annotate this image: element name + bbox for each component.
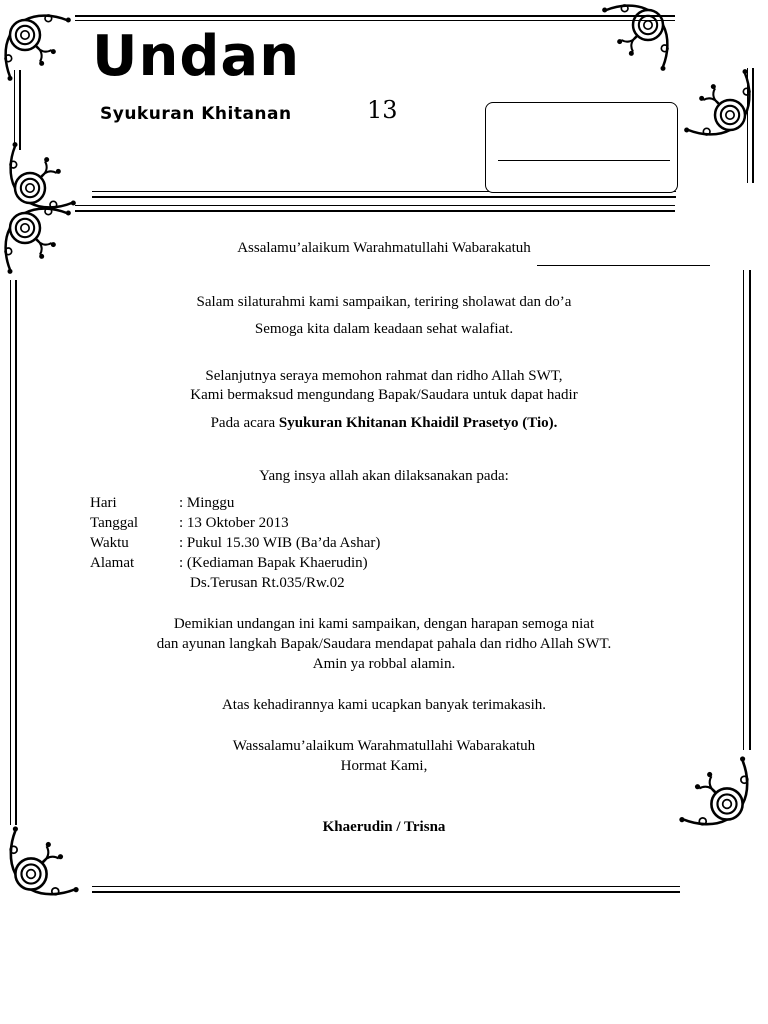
address-line bbox=[498, 160, 670, 161]
body-line-3: Selanjutnya seraya memohon rahmat dan ridho Allah SWT, bbox=[205, 368, 563, 384]
greeting-underline bbox=[537, 265, 710, 266]
corner-ornament-icon bbox=[680, 65, 755, 140]
corner-ornament-icon bbox=[0, 10, 75, 85]
detail-label-waktu: Waktu bbox=[90, 535, 129, 551]
border-top-outer bbox=[75, 15, 675, 17]
detail-address-line-2: Ds.Terusan Rt.035/Rw.02 bbox=[190, 575, 345, 591]
detail-value-alamat: : (Kediaman Bapak Khaerudin) bbox=[179, 555, 368, 571]
corner-ornament-icon bbox=[598, 0, 673, 75]
body-line-4: Kami bermaksud mengundang Bapak/Saudara untuk dapat hadir bbox=[190, 387, 578, 403]
closing-line-2: dan ayunan langkah Bapak/Saudara mendapat pahala dan ridho Allah SWT. bbox=[156, 636, 612, 652]
detail-label-tanggal: Tanggal bbox=[90, 515, 139, 531]
detail-value-waktu: : Pukul 15.30 WIB (Ba’da Ashar) bbox=[179, 535, 381, 551]
corner-ornament-icon bbox=[5, 138, 80, 213]
thanks-line: Atas kehadirannya kami ucapkan banyak terimakasih. bbox=[221, 697, 547, 713]
border-header-bottom-2 bbox=[92, 196, 676, 198]
hormat-kami: Hormat Kami, bbox=[340, 758, 428, 774]
event-prefix: Pada acara bbox=[210, 415, 279, 431]
signature: Khaerudin / Trisna bbox=[322, 819, 446, 835]
detail-label-hari: Hari bbox=[90, 495, 117, 511]
border-bottom-1 bbox=[92, 886, 680, 887]
body-line-1: Salam silaturahmi kami sampaikan, teriring sholawat dan do’a bbox=[196, 294, 572, 310]
body-line-2: Semoga kita dalam keadaan sehat walafiat. bbox=[254, 321, 514, 337]
body-line-5 bbox=[0, 413, 768, 433]
border-bottom-2 bbox=[92, 891, 680, 893]
date-number: 13 bbox=[367, 96, 398, 124]
border-body-top-2 bbox=[75, 210, 675, 212]
border-top-inner bbox=[75, 20, 675, 21]
border-body-top-1 bbox=[75, 205, 675, 206]
border-right-body-2 bbox=[749, 270, 751, 750]
detail-value-hari: : Minggu bbox=[179, 495, 235, 511]
closing-line-1: Demikian undangan ini kami sampaikan, dengan harapan semoga niat bbox=[173, 616, 595, 632]
event-name: Syukuran Khitanan Khaidil Prasetyo (Tio). bbox=[278, 415, 558, 431]
border-right-body-1 bbox=[743, 270, 744, 750]
detail-value-tanggal: : 13 Oktober 2013 bbox=[179, 515, 289, 531]
salam-closing: Wassalamu’alaikum Warahmatullahi Wabarakatuh bbox=[232, 738, 536, 754]
subtitle: Syukuran Khitanan bbox=[100, 104, 292, 124]
closing-line-3: Amin ya robbal alamin. bbox=[312, 656, 456, 672]
page-title: Undan bbox=[92, 24, 301, 89]
detail-label-alamat: Alamat bbox=[90, 555, 135, 571]
address-box bbox=[485, 102, 678, 193]
body-line-6: Yang insya allah akan dilaksanakan pada: bbox=[259, 468, 509, 484]
greeting: Assalamu’alaikum Warahmatullahi Wabarakatuh bbox=[237, 240, 531, 256]
